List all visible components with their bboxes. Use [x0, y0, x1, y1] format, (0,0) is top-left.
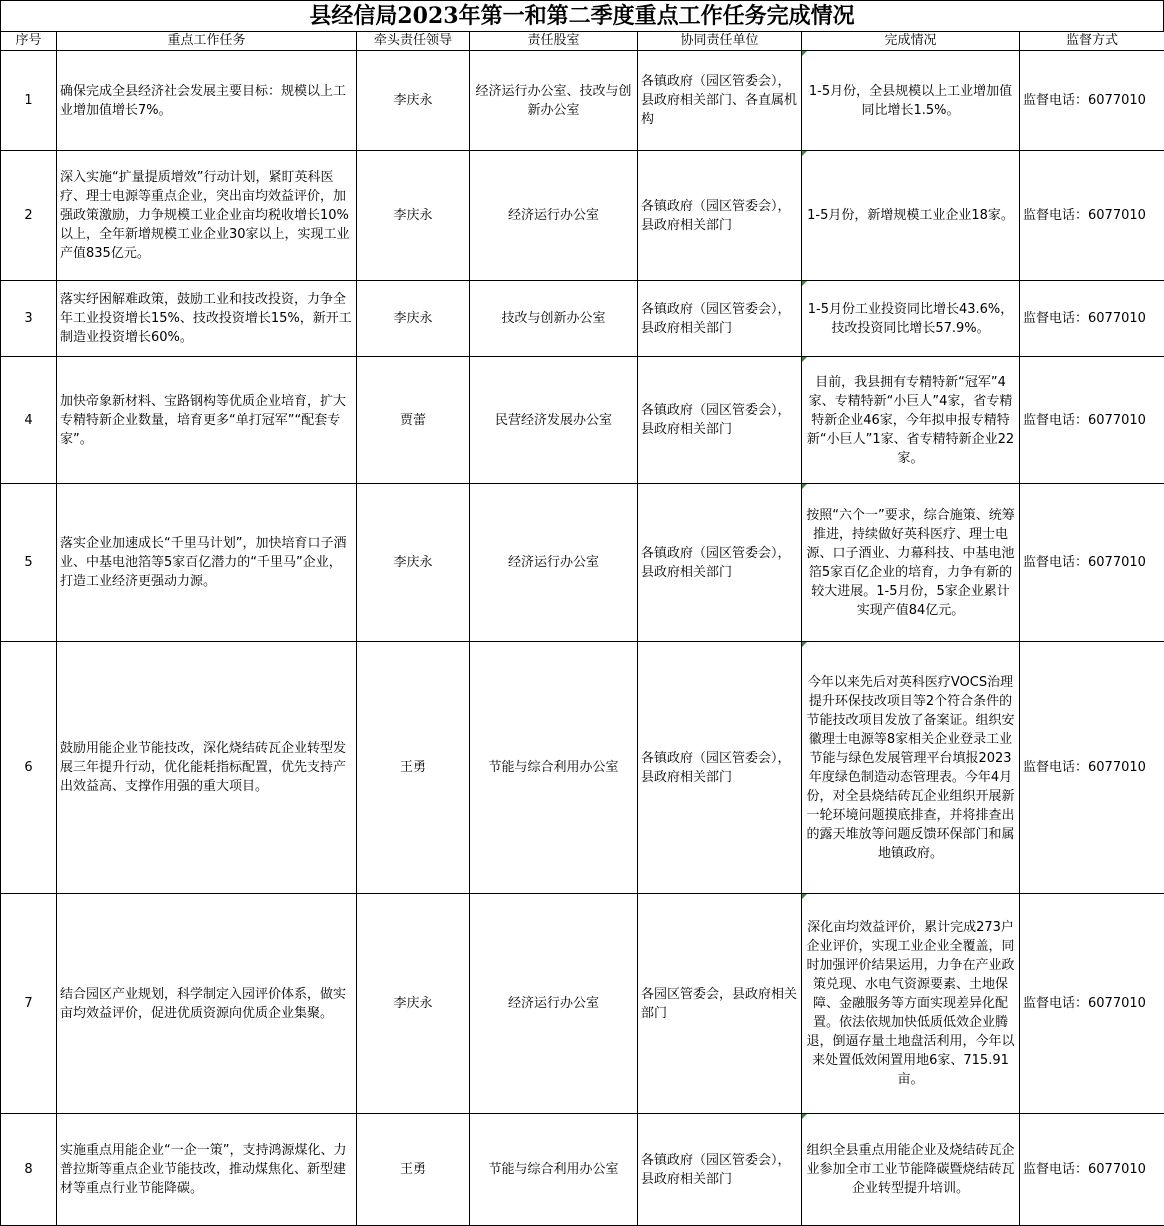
task-cell: 鼓励用能企业节能技改，深化烧结砖瓦企业转型发展三年提升行动，优化能耗指标配置，优先支持产出效益高、支撑作用强的重大项目。 [57, 642, 357, 894]
table-row [1, 894, 1164, 1114]
row-number: 7 [1, 894, 57, 1114]
status-cell: 1-5月份，新增规模工业企业18家。 [802, 151, 1020, 281]
header-partners: 协同责任单位 [638, 32, 802, 51]
partners-cell: 各镇政府（园区管委会），县政府相关部门 [638, 642, 802, 894]
table-row [1, 1114, 1164, 1226]
leader-cell: 李庆永 [357, 51, 470, 151]
office-cell: 节能与综合利用办公室 [470, 1114, 638, 1226]
task-cell: 结合园区产业规划，科学制定入园评价体系，做实亩均效益评价，促进优质资源向优质企业集聚。 [57, 894, 357, 1114]
row-number: 6 [1, 642, 57, 894]
header-supervision: 监督方式 [1020, 32, 1164, 51]
supervision-cell: 监督电话：6077010 [1020, 51, 1164, 151]
partners-cell: 各镇政府（园区管委会），县政府相关部门、各直属机构 [638, 51, 802, 151]
office-cell: 节能与综合利用办公室 [470, 642, 638, 894]
row-number: 3 [1, 281, 57, 357]
table-row [1, 484, 1164, 642]
task-cell: 落实企业加速成长“千里马计划”，加快培育口子酒业、中基电池箔等5家百亿潜力的“千里马”企业，打造工业经济更强动力源。 [57, 484, 357, 642]
header-office: 责任股室 [470, 32, 638, 51]
office-cell: 经济运行办公室 [470, 151, 638, 281]
header-leader: 牵头责任领导 [357, 32, 470, 51]
supervision-cell: 监督电话：6077010 [1020, 151, 1164, 281]
leader-cell: 李庆永 [357, 151, 470, 281]
supervision-cell: 监督电话：6077010 [1020, 484, 1164, 642]
table-row [1, 281, 1164, 357]
task-cell: 落实纾困解难政策，鼓励工业和技改投资，力争全年工业投资增长15%、技改投资增长15%，新开工制造业投资增长60%。 [57, 281, 357, 357]
supervision-cell: 监督电话：6077010 [1020, 357, 1164, 484]
supervision-cell: 监督电话：6077010 [1020, 1114, 1164, 1226]
task-cell: 深入实施“扩量提质增效”行动计划，紧盯英科医疗、理士电源等重点企业，突出亩均效益评价，加强政策激励，力争规模工业企业亩均税收增长10%以上，全年新增规模工业企业30家以上，实现工业产值835亿元。 [57, 151, 357, 281]
partners-cell: 各园区管委会，县政府相关部门 [638, 894, 802, 1114]
status-cell: 按照“六个一”要求，综合施策、统筹推进，持续做好英科医疗、理士电源、口子酒业、力幕科技、中基电池箔5家百亿企业的培育，力争有新的较大进展。1-5月份，5家企业累计实现产值84亿元。 [802, 484, 1020, 642]
task-table [0, 31, 1164, 1226]
office-cell: 经济运行办公室 [470, 894, 638, 1114]
table-row [1, 51, 1164, 151]
row-number: 2 [1, 151, 57, 281]
table-row [1, 642, 1164, 894]
status-cell: 1-5月份工业投资同比增长43.6%，技改投资同比增长57.9%。 [802, 281, 1020, 357]
leader-cell: 贾蕾 [357, 357, 470, 484]
row-number: 1 [1, 51, 57, 151]
task-cell: 加快帝象新材料、宝路钢构等优质企业培育，扩大专精特新企业数量，培育更多“单打冠军”“配套专家”。 [57, 357, 357, 484]
page-title: 县经信局2023年第一和第二季度重点工作任务完成情况 [0, 0, 1164, 31]
partners-cell: 各镇政府（园区管委会），县政府相关部门 [638, 1114, 802, 1226]
status-cell: 组织全县重点用能企业及烧结砖瓦企业参加全市工业节能降碳暨烧结砖瓦企业转型提升培训。 [802, 1114, 1020, 1226]
office-cell: 经济运行办公室、技改与创新办公室 [470, 51, 638, 151]
task-cell: 确保完成全县经济社会发展主要目标：规模以上工业增加值增长7%。 [57, 51, 357, 151]
row-number: 5 [1, 484, 57, 642]
partners-cell: 各镇政府（园区管委会），县政府相关部门 [638, 484, 802, 642]
header-no: 序号 [1, 32, 57, 51]
row-number: 4 [1, 357, 57, 484]
row-number: 8 [1, 1114, 57, 1226]
task-cell: 实施重点用能企业“一企一策”，支持鸿源煤化、力普拉斯等重点企业节能技改，推动煤焦化、新型建材等重点行业节能降碳。 [57, 1114, 357, 1226]
supervision-cell: 监督电话：6077010 [1020, 894, 1164, 1114]
partners-cell: 各镇政府（园区管委会），县政府相关部门 [638, 151, 802, 281]
partners-cell: 各镇政府（园区管委会），县政府相关部门 [638, 281, 802, 357]
partners-cell: 各镇政府（园区管委会），县政府相关部门 [638, 357, 802, 484]
status-cell: 今年以来先后对英科医疗VOCS治理提升环保技改项目等2个符合条件的节能技改项目发放了备案证。组织安徽理士电源等8家相关企业登录工业节能与绿色发展管理平台填报2023年度绿色制造动态管理表。今年4月份，对全县烧结砖瓦企业组织开展新一轮环境问题摸底排查，并将排查出的露天堆放等问题反馈环保部门和属地镇政府。 [802, 642, 1020, 894]
table-row [1, 357, 1164, 484]
office-cell: 民营经济发展办公室 [470, 357, 638, 484]
office-cell: 经济运行办公室 [470, 484, 638, 642]
status-cell: 深化亩均效益评价，累计完成273户企业评价，实现工业企业全覆盖，同时加强评价结果运用，力争在产业政策兑现、水电气资源要素、土地保障、金融服务等方面实现差异化配置。依法依规加快低质低效企业腾退，倒逼存量土地盘活利用，今年以来处置低效闲置用地6家、715.91亩。 [802, 894, 1020, 1114]
header-task: 重点工作任务 [57, 32, 357, 51]
header-status: 完成情况 [802, 32, 1020, 51]
leader-cell: 李庆永 [357, 894, 470, 1114]
header-row [1, 32, 1164, 51]
leader-cell: 李庆永 [357, 484, 470, 642]
supervision-cell: 监督电话：6077010 [1020, 642, 1164, 894]
office-cell: 技改与创新办公室 [470, 281, 638, 357]
status-cell: 1-5月份，全县规模以上工业增加值同比增长1.5%。 [802, 51, 1020, 151]
leader-cell: 李庆永 [357, 281, 470, 357]
table-row [1, 151, 1164, 281]
supervision-cell: 监督电话：6077010 [1020, 281, 1164, 357]
leader-cell: 王勇 [357, 642, 470, 894]
leader-cell: 王勇 [357, 1114, 470, 1226]
status-cell: 目前，我县拥有专精特新“冠军”4家、专精特新“小巨人”4家，省专精特新企业46家，今年拟申报专精特新“小巨人”1家、省专精特新企业22家。 [802, 357, 1020, 484]
